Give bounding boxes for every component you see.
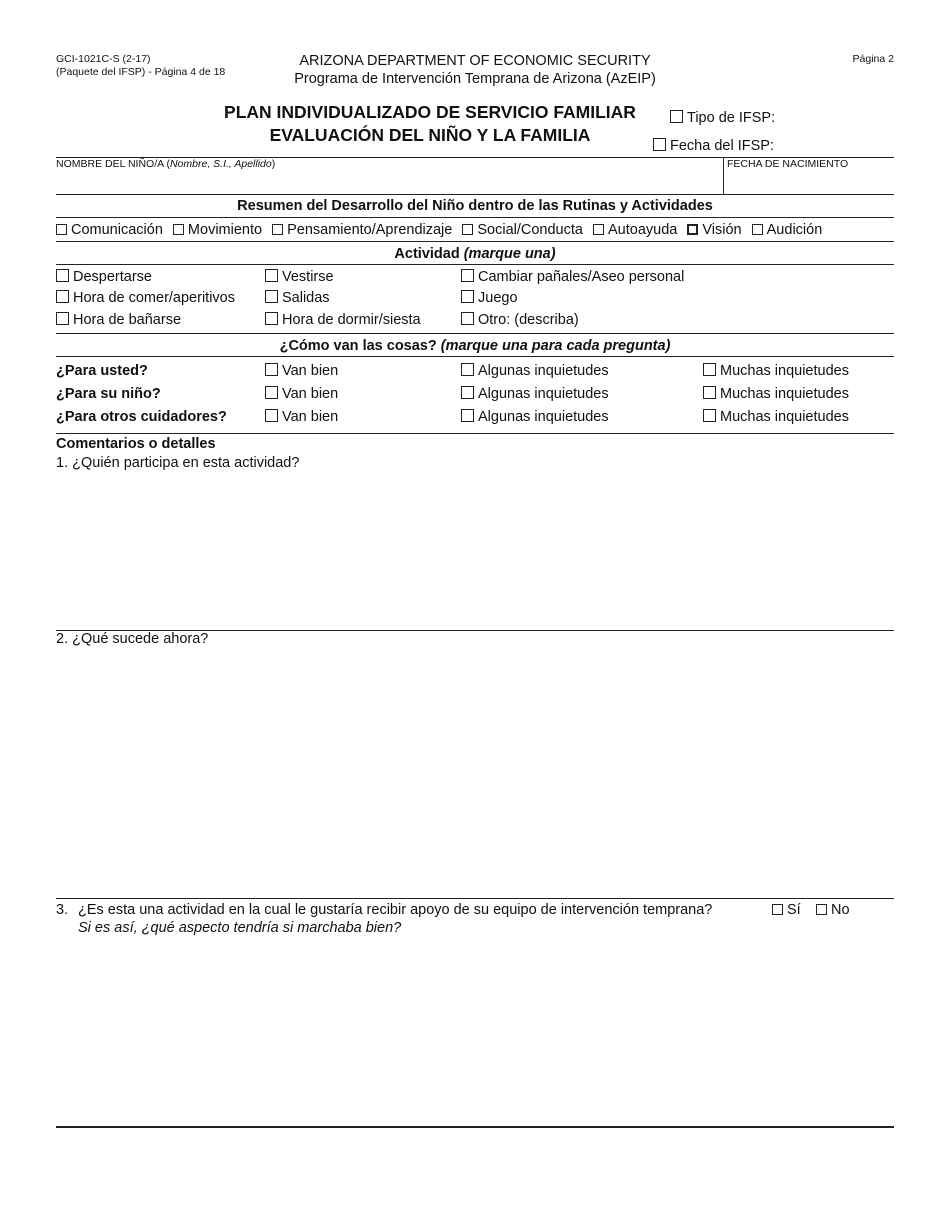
yes-label: Sí <box>787 902 801 918</box>
ifsp-type-checkbox[interactable] <box>670 110 683 123</box>
activity-option-other[interactable] <box>461 312 579 328</box>
answer-label: Algunas inquietudes <box>478 409 609 425</box>
divider <box>56 264 894 265</box>
activity-checkbox[interactable] <box>461 269 474 282</box>
area-checkbox[interactable] <box>687 224 698 235</box>
answer-label: Van bien <box>282 386 339 402</box>
answer-some-concerns[interactable] <box>461 409 609 425</box>
child-name-hint: Nombre, S.I., Apellido <box>169 158 272 170</box>
answer-checkbox[interactable] <box>461 409 474 422</box>
ifsp-date-checkbox[interactable] <box>653 138 666 151</box>
activity-option-wake-up[interactable] <box>56 269 152 285</box>
activity-label: Hora de comer/aperitivos <box>73 290 235 306</box>
answer-going-well[interactable] <box>265 409 338 425</box>
area-label: Movimiento <box>187 222 263 238</box>
activity-checkbox[interactable] <box>265 269 278 282</box>
answer-checkbox[interactable] <box>265 363 278 376</box>
area-option[interactable] <box>173 222 262 238</box>
answer-going-well[interactable] <box>265 386 338 402</box>
area-label: Visión <box>702 222 742 238</box>
child-name-label: NOMBRE DEL NIÑO/A ( <box>56 158 170 170</box>
area-checkbox[interactable] <box>752 224 763 235</box>
bottom-divider <box>56 1126 894 1128</box>
activity-heading <box>56 246 894 262</box>
area-option[interactable] <box>272 222 452 238</box>
how-going-heading-text: ¿Cómo van las cosas? <box>279 338 437 354</box>
area-label: Social/Conducta <box>477 222 583 238</box>
no-label: No <box>831 902 850 918</box>
divider <box>723 157 724 195</box>
question-3-number: 3. <box>56 902 69 918</box>
activity-option-bath[interactable] <box>56 312 181 328</box>
answer-checkbox[interactable] <box>265 386 278 399</box>
no-checkbox[interactable] <box>816 904 827 915</box>
question-for-child: ¿Para su niño? <box>56 386 161 402</box>
divider <box>56 217 894 218</box>
divider <box>56 433 894 434</box>
answer-checkbox[interactable] <box>461 363 474 376</box>
ifsp-date-option[interactable] <box>653 138 774 154</box>
activity-label: Cambiar pañales/Aseo personal <box>478 269 685 285</box>
area-label: Audición <box>766 222 823 238</box>
comments-heading: Comentarios o detalles <box>56 436 216 452</box>
activity-checkbox[interactable] <box>56 269 69 282</box>
birth-date-label: FECHA DE NACIMIENTO <box>727 158 849 170</box>
activity-label: Despertarse <box>73 269 152 285</box>
answer-label: Muchas inquietudes <box>720 363 849 379</box>
answer-checkbox[interactable] <box>461 386 474 399</box>
activity-checkbox[interactable] <box>265 312 278 325</box>
area-label: Autoayuda <box>608 222 678 238</box>
answer-many-concerns[interactable] <box>703 409 849 425</box>
birth-date-field[interactable] <box>727 158 848 171</box>
form-subtitle: EVALUACIÓN DEL NIÑO Y LA FAMILIA <box>269 125 591 145</box>
activity-checkbox[interactable] <box>56 312 69 325</box>
answer-many-concerns[interactable] <box>703 363 849 379</box>
area-checkbox[interactable] <box>173 224 184 235</box>
question-1-answer-area[interactable] <box>56 474 894 628</box>
ifsp-type-label: Tipo de IFSP: <box>687 110 776 126</box>
activity-label: Juego <box>478 290 518 306</box>
question-2-label: 2. ¿Qué sucede ahora? <box>56 631 209 647</box>
divider <box>56 356 894 357</box>
answer-label: Van bien <box>282 409 339 425</box>
answer-checkbox[interactable] <box>703 386 716 399</box>
area-label: Pensamiento/Aprendizaje <box>287 222 453 238</box>
activity-label: Otro: (describa) <box>478 312 579 328</box>
area-label: Comunicación <box>71 222 163 238</box>
answer-label: Algunas inquietudes <box>478 363 609 379</box>
answer-some-concerns[interactable] <box>461 363 609 379</box>
activity-checkbox[interactable] <box>461 312 474 325</box>
answer-checkbox[interactable] <box>265 409 278 422</box>
activity-checkbox[interactable] <box>461 290 474 303</box>
development-areas <box>56 222 894 238</box>
activity-option-diapering[interactable] <box>461 269 684 285</box>
activity-label: Hora de bañarse <box>73 312 182 328</box>
development-heading: Resumen del Desarrollo del Niño dentro de las Rutinas y Actividades <box>237 198 713 214</box>
answer-label: Van bien <box>282 363 339 379</box>
answer-going-well[interactable] <box>265 363 338 379</box>
answer-label: Muchas inquietudes <box>720 409 849 425</box>
area-checkbox[interactable] <box>593 224 604 235</box>
activity-heading-text: Actividad <box>394 246 460 262</box>
divider <box>56 898 894 899</box>
question-3-follow-up: Si es así, ¿qué aspecto tendría si marchaba bien? <box>78 920 402 936</box>
answer-many-concerns[interactable] <box>703 386 849 402</box>
question-3-yes-option[interactable] <box>772 902 801 918</box>
form-title: PLAN INDIVIDUALIZADO DE SERVICIO FAMILIAR <box>224 102 636 122</box>
area-checkbox[interactable] <box>462 224 473 235</box>
form-code: GCI-1021C-S (2-17) <box>56 53 151 65</box>
child-name-label-close: ) <box>271 158 276 170</box>
activity-checkbox[interactable] <box>265 290 278 303</box>
activity-checkbox[interactable] <box>56 290 69 303</box>
how-going-heading-hint: (marque una para cada pregunta) <box>440 338 671 354</box>
area-option[interactable] <box>593 222 677 238</box>
answer-label: Algunas inquietudes <box>478 386 609 402</box>
divider <box>56 194 894 195</box>
activity-label: Hora de dormir/siesta <box>282 312 421 328</box>
ifsp-type-option[interactable] <box>670 110 775 126</box>
yes-checkbox[interactable] <box>772 904 783 915</box>
activity-option-dressing[interactable] <box>265 269 334 285</box>
question-3-label: ¿Es esta una actividad en la cual le gustaría recibir apoyo de su equipo de intervención temprana? <box>78 902 713 918</box>
answer-checkbox[interactable] <box>703 363 716 376</box>
question-3-no-option[interactable] <box>816 902 850 918</box>
activity-label: Salidas <box>282 290 330 306</box>
question-for-caregivers: ¿Para otros cuidadores? <box>56 409 227 425</box>
page-number: Página 2 <box>852 53 894 65</box>
area-option[interactable] <box>687 222 741 238</box>
question-3-answer-area[interactable] <box>56 940 894 1124</box>
question-1-label: 1. ¿Quién participa en esta actividad? <box>56 455 300 471</box>
question-for-you: ¿Para usted? <box>56 363 148 379</box>
divider <box>56 333 894 334</box>
how-going-heading <box>56 338 894 354</box>
answer-some-concerns[interactable] <box>461 386 609 402</box>
packet-reference: (Paquete del IFSP) - Página 4 de 18 <box>56 66 226 78</box>
activity-option-play[interactable] <box>461 290 518 306</box>
agency-name: ARIZONA DEPARTMENT OF ECONOMIC SECURITY <box>299 53 651 69</box>
program-name: Programa de Intervención Temprana de Arizona (AzEIP) <box>294 71 656 87</box>
activity-option-outings[interactable] <box>265 290 330 306</box>
child-name-field[interactable] <box>56 158 275 171</box>
question-2-answer-area[interactable] <box>56 650 894 896</box>
area-checkbox[interactable] <box>56 224 67 235</box>
area-checkbox[interactable] <box>272 224 283 235</box>
divider <box>56 241 894 242</box>
ifsp-date-label: Fecha del IFSP: <box>670 138 774 154</box>
area-option[interactable] <box>462 222 583 238</box>
area-option[interactable] <box>752 222 823 238</box>
activity-heading-hint: (marque una) <box>463 246 556 262</box>
activity-label: Vestirse <box>282 269 334 285</box>
answer-checkbox[interactable] <box>703 409 716 422</box>
activity-option-bedtime[interactable] <box>265 312 421 328</box>
area-option[interactable] <box>56 222 163 238</box>
activity-option-mealtime[interactable] <box>56 290 235 306</box>
answer-label: Muchas inquietudes <box>720 386 849 402</box>
